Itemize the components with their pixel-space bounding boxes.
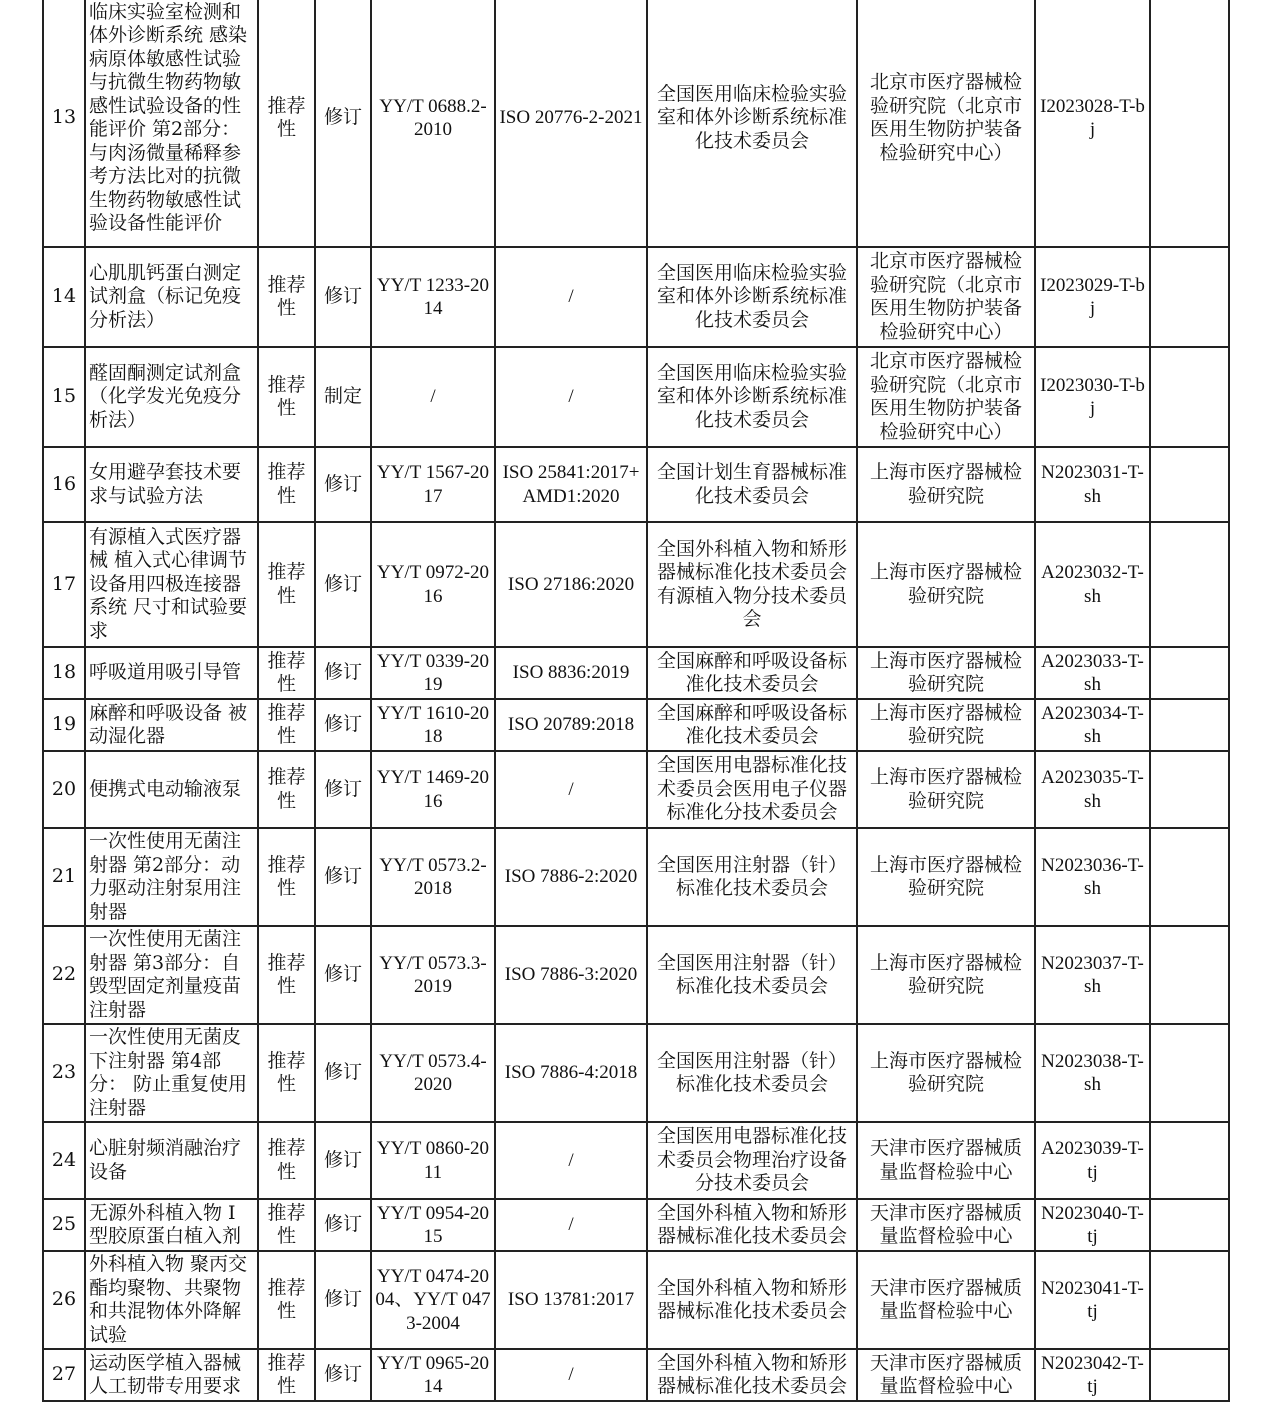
drafting-unit-cell: 上海市医疗器械检验研究院 xyxy=(857,828,1035,926)
standard-nature-cell: 推荐性 xyxy=(258,0,315,247)
remark-cell xyxy=(1150,1349,1229,1401)
table-row xyxy=(43,1122,1229,1199)
standard-nature-cell: 推荐性 xyxy=(258,347,315,447)
technical-committee-cell: 全国外科植入物和矫形器械标准化技术委员会有源植入物分技术委员会 xyxy=(647,522,857,647)
table-row xyxy=(43,0,1229,247)
remark-cell xyxy=(1150,0,1229,247)
standard-name-cell: 无源外科植入物 I型胶原蛋白植入剂 xyxy=(85,1199,258,1251)
row-number-cell: 24 xyxy=(43,1122,85,1199)
drafting-unit-cell: 上海市医疗器械检验研究院 xyxy=(857,647,1035,699)
row-number-cell: 16 xyxy=(43,447,85,522)
project-type-cell: 修订 xyxy=(315,699,371,751)
plan-number-cell: N2023041-T-tj xyxy=(1035,1251,1150,1349)
project-type-cell: 制定 xyxy=(315,347,371,447)
project-type-cell: 修订 xyxy=(315,1122,371,1199)
replaced-standard-cell: / xyxy=(371,347,495,447)
standard-name-cell: 便携式电动输液泵 xyxy=(85,751,258,828)
table-row xyxy=(43,926,1229,1024)
project-type-cell: 修订 xyxy=(315,522,371,647)
plan-number-cell: A2023034-T-sh xyxy=(1035,699,1150,751)
technical-committee-cell: 全国计划生育器械标准化技术委员会 xyxy=(647,447,857,522)
row-number-cell: 14 xyxy=(43,247,85,347)
standard-nature-cell: 推荐性 xyxy=(258,1199,315,1251)
technical-committee-cell: 全国医用电器标准化技术委员会医用电子仪器标准化分技术委员会 xyxy=(647,751,857,828)
standard-nature-cell: 推荐性 xyxy=(258,699,315,751)
table-row xyxy=(43,828,1229,926)
project-type-cell: 修订 xyxy=(315,828,371,926)
project-type-cell: 修订 xyxy=(315,1199,371,1251)
row-number-cell: 27 xyxy=(43,1349,85,1401)
replaced-standard-cell: YY/T 0972-2016 xyxy=(371,522,495,647)
plan-number-cell: I2023029-T-bj xyxy=(1035,247,1150,347)
standard-nature-cell: 推荐性 xyxy=(258,1024,315,1122)
table-row xyxy=(43,247,1229,347)
standard-nature-cell: 推荐性 xyxy=(258,926,315,1024)
remark-cell xyxy=(1150,1024,1229,1122)
project-type-cell: 修订 xyxy=(315,751,371,828)
international-standard-cell: / xyxy=(495,1199,647,1251)
replaced-standard-cell: YY/T 0573.2-2018 xyxy=(371,828,495,926)
replaced-standard-cell: YY/T 0860-2011 xyxy=(371,1122,495,1199)
standard-nature-cell: 推荐性 xyxy=(258,828,315,926)
standard-nature-cell: 推荐性 xyxy=(258,1122,315,1199)
replaced-standard-cell: YY/T 0965-2014 xyxy=(371,1349,495,1401)
remark-cell xyxy=(1150,447,1229,522)
row-number-cell: 21 xyxy=(43,828,85,926)
project-type-cell: 修订 xyxy=(315,447,371,522)
drafting-unit-cell: 上海市医疗器械检验研究院 xyxy=(857,699,1035,751)
standard-name-cell: 呼吸道用吸引导管 xyxy=(85,647,258,699)
row-number-cell: 13 xyxy=(43,0,85,247)
replaced-standard-cell: YY/T 1610-2018 xyxy=(371,699,495,751)
technical-committee-cell: 全国医用注射器（针）标准化技术委员会 xyxy=(647,926,857,1024)
remark-cell xyxy=(1150,1122,1229,1199)
remark-cell xyxy=(1150,522,1229,647)
standard-nature-cell: 推荐性 xyxy=(258,1251,315,1349)
standard-name-cell: 心肌肌钙蛋白测定试剂盒（标记免疫分析法） xyxy=(85,247,258,347)
standard-name-cell: 心脏射频消融治疗设备 xyxy=(85,1122,258,1199)
table-row xyxy=(43,1251,1229,1349)
standard-nature-cell: 推荐性 xyxy=(258,447,315,522)
drafting-unit-cell: 上海市医疗器械检验研究院 xyxy=(857,926,1035,1024)
project-type-cell: 修订 xyxy=(315,247,371,347)
plan-number-cell: N2023036-T-sh xyxy=(1035,828,1150,926)
standard-name-cell: 运动医学植入器械 人工韧带专用要求 xyxy=(85,1349,258,1401)
technical-committee-cell: 全国医用注射器（针）标准化技术委员会 xyxy=(647,1024,857,1122)
replaced-standard-cell: YY/T 0688.2-2010 xyxy=(371,0,495,247)
plan-number-cell: I2023028-T-bj xyxy=(1035,0,1150,247)
plan-number-cell: A2023039-T-tj xyxy=(1035,1122,1150,1199)
table-row xyxy=(43,347,1229,447)
project-type-cell: 修订 xyxy=(315,647,371,699)
row-number-cell: 18 xyxy=(43,647,85,699)
replaced-standard-cell: YY/T 0573.4-2020 xyxy=(371,1024,495,1122)
row-number-cell: 17 xyxy=(43,522,85,647)
table-row xyxy=(43,447,1229,522)
plan-number-cell: I2023030-T-bj xyxy=(1035,347,1150,447)
remark-cell xyxy=(1150,1251,1229,1349)
international-standard-cell: ISO 7886-4:2018 xyxy=(495,1024,647,1122)
international-standard-cell: ISO 7886-2:2020 xyxy=(495,828,647,926)
plan-number-cell: N2023038-T-sh xyxy=(1035,1024,1150,1122)
standard-name-cell: 一次性使用无菌注射器 第3部分：自毁型固定剂量疫苗注射器 xyxy=(85,926,258,1024)
drafting-unit-cell: 上海市医疗器械检验研究院 xyxy=(857,751,1035,828)
remark-cell xyxy=(1150,647,1229,699)
standard-nature-cell: 推荐性 xyxy=(258,751,315,828)
standards-plan-table xyxy=(42,0,1230,1402)
international-standard-cell: / xyxy=(495,347,647,447)
technical-committee-cell: 全国医用注射器（针）标准化技术委员会 xyxy=(647,828,857,926)
international-standard-cell: / xyxy=(495,751,647,828)
replaced-standard-cell: YY/T 1233-2014 xyxy=(371,247,495,347)
plan-number-cell: N2023042-T-tj xyxy=(1035,1349,1150,1401)
table-row xyxy=(43,1349,1229,1401)
row-number-cell: 26 xyxy=(43,1251,85,1349)
drafting-unit-cell: 天津市医疗器械质量监督检验中心 xyxy=(857,1349,1035,1401)
drafting-unit-cell: 天津市医疗器械质量监督检验中心 xyxy=(857,1251,1035,1349)
international-standard-cell: ISO 27186:2020 xyxy=(495,522,647,647)
project-type-cell: 修订 xyxy=(315,926,371,1024)
replaced-standard-cell: YY/T 0954-2015 xyxy=(371,1199,495,1251)
drafting-unit-cell: 天津市医疗器械质量监督检验中心 xyxy=(857,1199,1035,1251)
technical-committee-cell: 全国麻醉和呼吸设备标准化技术委员会 xyxy=(647,647,857,699)
table-row xyxy=(43,1199,1229,1251)
international-standard-cell: ISO 13781:2017 xyxy=(495,1251,647,1349)
international-standard-cell: ISO 7886-3:2020 xyxy=(495,926,647,1024)
standard-name-cell: 女用避孕套技术要求与试验方法 xyxy=(85,447,258,522)
technical-committee-cell: 全国外科植入物和矫形器械标准化技术委员会 xyxy=(647,1251,857,1349)
drafting-unit-cell: 上海市医疗器械检验研究院 xyxy=(857,522,1035,647)
standard-nature-cell: 推荐性 xyxy=(258,522,315,647)
project-type-cell: 修订 xyxy=(315,0,371,247)
row-number-cell: 22 xyxy=(43,926,85,1024)
row-number-cell: 25 xyxy=(43,1199,85,1251)
drafting-unit-cell: 上海市医疗器械检验研究院 xyxy=(857,1024,1035,1122)
replaced-standard-cell: YY/T 0474-2004、YY/T 0473-2004 xyxy=(371,1251,495,1349)
standard-name-cell: 麻醉和呼吸设备 被动湿化器 xyxy=(85,699,258,751)
standard-nature-cell: 推荐性 xyxy=(258,1349,315,1401)
plan-number-cell: A2023032-T-sh xyxy=(1035,522,1150,647)
table-row xyxy=(43,647,1229,699)
row-number-cell: 23 xyxy=(43,1024,85,1122)
standard-name-cell: 临床实验室检测和体外诊断系统 感染病原体敏感性试验与抗微生物药物敏感性试验设备的性能评价 第2部分：与肉汤微量稀释参考方法比对的抗微生物药物敏感性试验设备性能评价 xyxy=(85,0,258,247)
standard-name-cell: 外科植入物 聚丙交酯均聚物、共聚物和共混物体外降解试验 xyxy=(85,1251,258,1349)
drafting-unit-cell: 北京市医疗器械检验研究院（北京市医用生物防护装备检验研究中心） xyxy=(857,247,1035,347)
table-row xyxy=(43,751,1229,828)
table-row xyxy=(43,1024,1229,1122)
replaced-standard-cell: YY/T 1567-2017 xyxy=(371,447,495,522)
international-standard-cell: / xyxy=(495,247,647,347)
plan-number-cell: N2023040-T-tj xyxy=(1035,1199,1150,1251)
standard-name-cell: 一次性使用无菌注射器 第2部分：动力驱动注射泵用注射器 xyxy=(85,828,258,926)
drafting-unit-cell: 北京市医疗器械检验研究院（北京市医用生物防护装备检验研究中心） xyxy=(857,347,1035,447)
remark-cell xyxy=(1150,347,1229,447)
international-standard-cell: / xyxy=(495,1122,647,1199)
table-row xyxy=(43,699,1229,751)
project-type-cell: 修订 xyxy=(315,1349,371,1401)
international-standard-cell: ISO 25841:2017+AMD1:2020 xyxy=(495,447,647,522)
row-number-cell: 19 xyxy=(43,699,85,751)
drafting-unit-cell: 北京市医疗器械检验研究院（北京市医用生物防护装备检验研究中心） xyxy=(857,0,1035,247)
international-standard-cell: / xyxy=(495,1349,647,1401)
row-number-cell: 15 xyxy=(43,347,85,447)
remark-cell xyxy=(1150,1199,1229,1251)
international-standard-cell: ISO 20776-2-2021 xyxy=(495,0,647,247)
remark-cell xyxy=(1150,247,1229,347)
plan-number-cell: N2023037-T-sh xyxy=(1035,926,1150,1024)
plan-number-cell: A2023035-T-sh xyxy=(1035,751,1150,828)
technical-committee-cell: 全国麻醉和呼吸设备标准化技术委员会 xyxy=(647,699,857,751)
project-type-cell: 修订 xyxy=(315,1251,371,1349)
remark-cell xyxy=(1150,751,1229,828)
remark-cell xyxy=(1150,926,1229,1024)
drafting-unit-cell: 天津市医疗器械质量监督检验中心 xyxy=(857,1122,1035,1199)
standard-name-cell: 有源植入式医疗器械 植入式心律调节设备用四极连接器系统 尺寸和试验要求 xyxy=(85,522,258,647)
standard-name-cell: 醛固酮测定试剂盒（化学发光免疫分析法） xyxy=(85,347,258,447)
replaced-standard-cell: YY/T 0573.3-2019 xyxy=(371,926,495,1024)
technical-committee-cell: 全国医用临床检验实验室和体外诊断系统标准化技术委员会 xyxy=(647,347,857,447)
row-number-cell: 20 xyxy=(43,751,85,828)
international-standard-cell: ISO 20789:2018 xyxy=(495,699,647,751)
plan-number-cell: N2023031-T-sh xyxy=(1035,447,1150,522)
technical-committee-cell: 全国外科植入物和矫形器械标准化技术委员会 xyxy=(647,1199,857,1251)
international-standard-cell: ISO 8836:2019 xyxy=(495,647,647,699)
standard-nature-cell: 推荐性 xyxy=(258,247,315,347)
replaced-standard-cell: YY/T 1469-2016 xyxy=(371,751,495,828)
standard-nature-cell: 推荐性 xyxy=(258,647,315,699)
technical-committee-cell: 全国外科植入物和矫形器械标准化技术委员会 xyxy=(647,1349,857,1401)
technical-committee-cell: 全国医用电器标准化技术委员会物理治疗设备分技术委员会 xyxy=(647,1122,857,1199)
remark-cell xyxy=(1150,828,1229,926)
technical-committee-cell: 全国医用临床检验实验室和体外诊断系统标准化技术委员会 xyxy=(647,0,857,247)
table-row xyxy=(43,522,1229,647)
replaced-standard-cell: YY/T 0339-2019 xyxy=(371,647,495,699)
table-body xyxy=(43,0,1229,1401)
standard-name-cell: 一次性使用无菌皮下注射器 第4部分： 防止重复使用注射器 xyxy=(85,1024,258,1122)
plan-number-cell: A2023033-T-sh xyxy=(1035,647,1150,699)
technical-committee-cell: 全国医用临床检验实验室和体外诊断系统标准化技术委员会 xyxy=(647,247,857,347)
drafting-unit-cell: 上海市医疗器械检验研究院 xyxy=(857,447,1035,522)
remark-cell xyxy=(1150,699,1229,751)
project-type-cell: 修订 xyxy=(315,1024,371,1122)
